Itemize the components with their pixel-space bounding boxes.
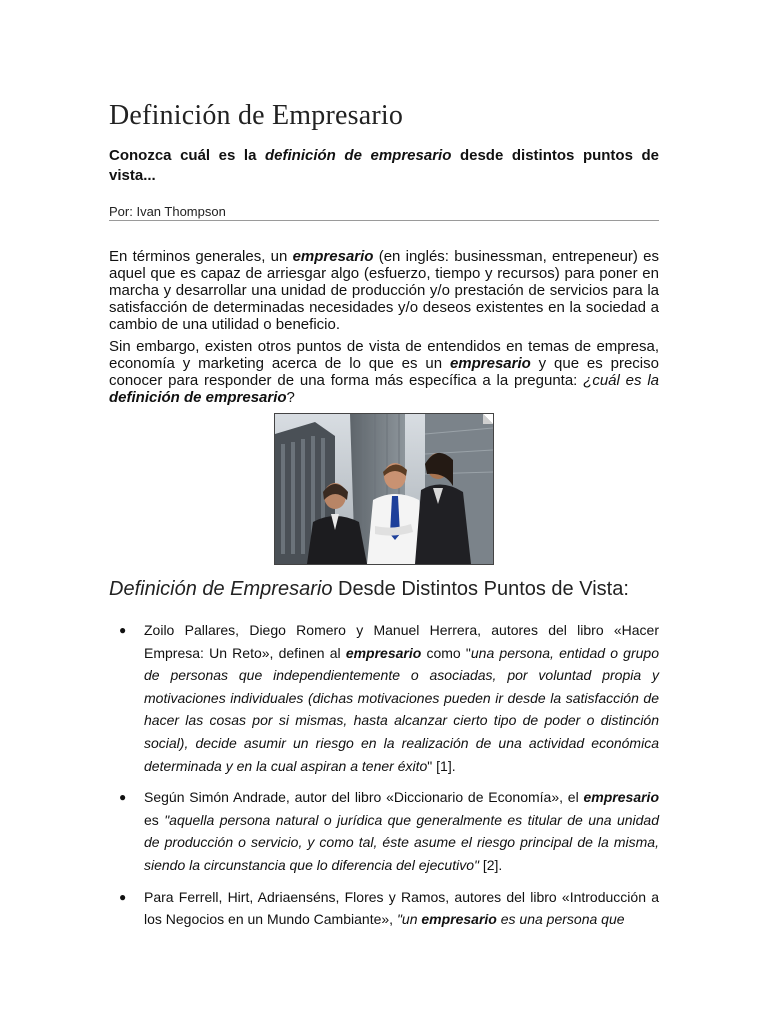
section-heading-rest: Desde Distintos Puntos de Vista: [332, 578, 629, 600]
list-item [109, 619, 659, 777]
subtitle-text: Conozca cuál es la [109, 147, 266, 164]
list-item-text-c: como " [421, 644, 471, 661]
businesspeople-photo [274, 413, 494, 565]
list-item-keyword: empresario [345, 644, 422, 661]
list-item-text-c: es [144, 811, 165, 828]
bullet-icon: ● [119, 623, 127, 637]
byline: Por: Ivan Thompson [109, 204, 659, 221]
paragraph-2-question-keyword: definición de empresario [109, 389, 287, 406]
list-item-quote: "aquella persona natural o jurídica que generalmente es titular de una unidad de producción o servicio, y como tal, éste asume el riesgo principal de la misma, siendo la circunstancia que lo diferencia del ejecutivo" [144, 811, 659, 873]
list-item-text-a: Según Simón Andrade, autor del libro «Diccionario de Economía», el [144, 789, 584, 806]
subtitle-text-end: desde distintos puntos de vista... [109, 147, 660, 184]
paragraph-1-text-a: En términos generales, un [109, 248, 293, 265]
bullet-icon: ● [119, 889, 127, 904]
list-item-quote: una persona, entidad o grupo de personas que independientemente o asociadas, por voluntad propia y motivaciones individuales (dichas motivaciones pueden ir desde la satisfacción de hacer las cosas por si mismas, hasta alcanzar cierto tipo de poder o distinción social), decide asumir un riesgo en la realización de una actividad económica determinada y en la cual aspiran a tener éxito [144, 644, 659, 774]
document-page [109, 96, 659, 940]
section-heading-italic: Definición de Empresario [109, 578, 333, 600]
definitions-list [109, 619, 659, 931]
bullet-icon: ● [119, 790, 127, 805]
subtitle-emphasis: definición de empresario [265, 147, 452, 164]
list-item-text-a: Para Ferrell, Hirt, Adriaenséns, Flores y Ramos, autores del libro «Introducción a los Negocios en un Mundo Cambiante», [144, 888, 659, 928]
section-heading [109, 577, 659, 601]
list-item-text-a: Zoilo Pallares, Diego Romero y Manuel Herrera, autores del libro «Hacer Empresa: Un Reto», definen al [144, 622, 659, 661]
list-item [109, 786, 659, 876]
photo-container [109, 413, 659, 565]
paragraph-2-question-mark: ? [286, 389, 295, 406]
paragraph-2-question: ¿cuál es la [583, 372, 659, 389]
list-item-citation: [2]. [478, 856, 503, 873]
list-item-quote-open: "un [396, 911, 422, 928]
paragraph-2-keyword: empresario [449, 355, 531, 372]
list-item [109, 886, 659, 931]
page-title: Definición de Empresario [109, 100, 404, 131]
paragraph-2-text-a: Sin embargo, existen otros puntos de vista de entendidos en temas de empresa, economía y marketing acerca de lo que es un [109, 338, 659, 372]
paragraph-1 [109, 248, 659, 333]
list-item-citation: " [1]. [427, 757, 456, 774]
paragraph-2-text-c: y que es preciso conocer para responder de una forma más específica a la pregunta: [109, 355, 659, 389]
paragraph-2 [109, 338, 659, 406]
list-item-keyword: empresario [421, 911, 497, 928]
subtitle [109, 146, 659, 186]
paragraph-1-text-c: (en inglés: businessman, entrepeneur) es aquel que es capaz de arriesgar algo (esfuerzo, tiempo y recursos) para poner en marcha y desarrollar una unidad de producción y/o prestación de servicios para la satisfacción de determinadas necesidades y/o deseos existentes en la sociedad a cambio de una utilidad o beneficio. [109, 248, 659, 333]
paragraph-1-keyword: empresario [292, 248, 374, 265]
list-item-keyword: empresario [583, 789, 659, 806]
list-item-quote: es una persona que [496, 911, 625, 928]
